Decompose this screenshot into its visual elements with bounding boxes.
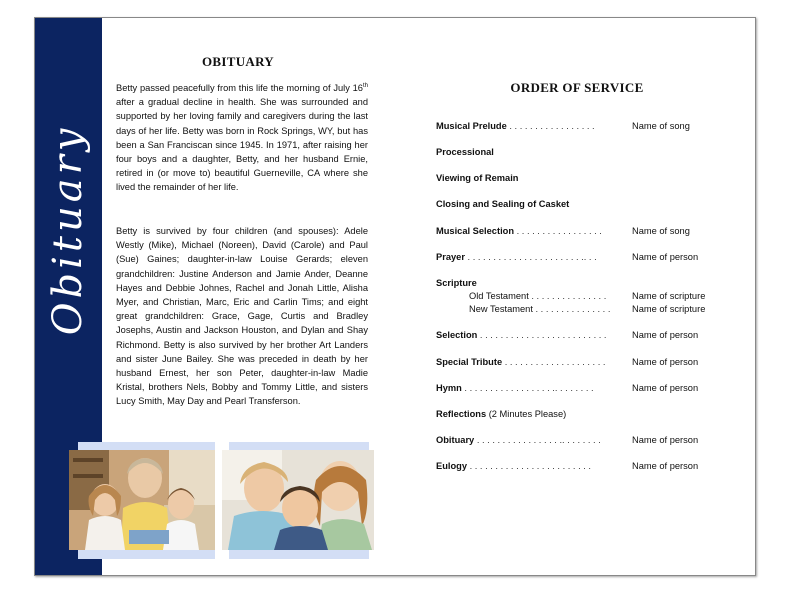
service-item-musical-prelude xyxy=(436,121,736,131)
service-value: Name of person xyxy=(632,252,699,262)
service-item-closing-casket xyxy=(436,199,736,209)
obituary-heading: OBITUARY xyxy=(201,54,274,69)
obituary-paragraph-1 xyxy=(116,81,368,195)
service-item-reflections xyxy=(436,409,736,419)
service-note: (2 Minutes Please) xyxy=(486,409,567,419)
photo-image xyxy=(69,450,215,550)
dot-leader: . . . . . . . . . . . . . . . . . . . . . . . . . xyxy=(477,330,607,340)
obituary-paragraph-2: Betty is survived by four children (and spouses): Adele Westly (Mike), Michael (Noreen), David (Carole) and Paul (Sue) Gaines; daughter-in-law Louise Gerards; eleven grandchildren: Justine Anderson and Jamie Ander, Deanne Hayes and Debbie Johnes, Rachel and Jonah Little, Alisha Myer, and Christian, Marc, Eric and Carlin Tims; and eight great grandchildren: Grace, Gage, Curtis and Bradley Josephs, Austin and Jackson Houston, and Dylan and Shay Richmond. Betty is also survived by her brother Art Landers and sister June Bailey. She was preceded in death by her husband Ernest, her son Peter, daughter-in-law Madie Kristal, brothers Nels, Bobby and Tommy Little, and sisters Lucy Smith, May Day and Pearl Transferson. xyxy=(116,226,368,407)
service-label: Musical Selection xyxy=(436,226,515,236)
service-label: Special Tribute xyxy=(436,357,503,367)
service-item-eulogy xyxy=(436,461,736,471)
service-label: Prayer xyxy=(436,252,465,262)
service-label: Processional xyxy=(436,147,494,157)
service-item-new-testament xyxy=(436,304,736,314)
service-label: Old Testament xyxy=(469,291,529,301)
dot-leader: . . . . . . . . . . . . . . . . . . . . . . . . xyxy=(467,461,591,471)
service-label: Reflections xyxy=(436,409,487,419)
obituary-text: Betty passed peacefully from this life the morning of July 16 xyxy=(116,83,363,93)
dot-leader: . . . . . . . . . . . . . . . . .. . . . . . . . xyxy=(474,435,601,445)
service-value: Name of person xyxy=(632,383,699,393)
service-value: Name of scripture xyxy=(632,291,706,301)
service-value: Name of song xyxy=(632,121,690,131)
service-value: Name of person xyxy=(632,461,699,471)
service-item-special-tribute xyxy=(436,357,736,367)
obituary-text: after a gradual decline in health. She was surrounded and supported by her loving family and caregivers during the last days of her life. Betty was born in Rock Springs, WY, but has been a San Franciscan since 1945. In 1971, after raising her four boys and a daughter, Betty, and her husband Ernie, retired in (or move to) beautiful Guerneville, CA where she lived the remainder of her life. xyxy=(116,97,368,193)
service-value: Name of person xyxy=(632,435,699,445)
service-label: Obituary xyxy=(436,435,475,445)
family-photo-1 xyxy=(69,442,215,559)
dot-leader: . . . . . . . . . . . . . . . . . xyxy=(506,121,595,131)
service-label: Scripture xyxy=(436,278,477,288)
program-page xyxy=(34,17,756,576)
service-label: Eulogy xyxy=(436,461,467,471)
service-item-processional xyxy=(436,147,736,157)
dot-leader: . . . . . . . . . . . . . . . . . .. . . . . . . . xyxy=(461,383,594,393)
service-label: Viewing of Remain xyxy=(436,173,519,183)
service-label: Closing and Sealing of Casket xyxy=(436,199,570,209)
spine-title: Obituary xyxy=(45,124,91,336)
dot-leader: . . . . . . . . . . . . . . . . . . . . xyxy=(502,357,606,367)
service-value: Name of song xyxy=(632,226,690,236)
photo-image xyxy=(222,450,374,550)
family-photo-2 xyxy=(222,442,374,559)
dot-leader: . . . . . . . . . . . . . . . . . . . . . . .. . . xyxy=(464,252,597,262)
mother-children-photo-illustration xyxy=(222,450,374,550)
service-item-hymn xyxy=(436,383,736,393)
service-item-old-testament xyxy=(436,291,736,301)
dot-leader: . . . . . . . . . . . . . . . xyxy=(528,291,607,301)
service-item-obituary xyxy=(436,435,736,445)
service-label: Musical Prelude xyxy=(436,121,507,131)
service-value: Name of person xyxy=(632,330,699,340)
service-label: Hymn xyxy=(436,383,462,393)
service-item-viewing xyxy=(436,173,736,183)
ordinal-suffix: th xyxy=(362,82,368,89)
service-label: New Testament xyxy=(469,304,533,314)
service-label: Selection xyxy=(436,330,478,340)
dot-leader: . . . . . . . . . . . . . . . . . xyxy=(514,226,602,236)
service-value: Name of scripture xyxy=(632,304,706,314)
service-item-prayer xyxy=(436,252,736,262)
dot-leader: . . . . . . . . . . . . . . . xyxy=(532,304,611,314)
service-item-musical-selection xyxy=(436,226,736,236)
service-value: Name of person xyxy=(632,357,699,367)
service-item-scripture xyxy=(436,278,736,288)
grandmother-photo-illustration xyxy=(69,450,215,550)
service-item-selection xyxy=(436,330,736,340)
order-of-service-heading: ORDER OF SERVICE xyxy=(510,80,644,95)
